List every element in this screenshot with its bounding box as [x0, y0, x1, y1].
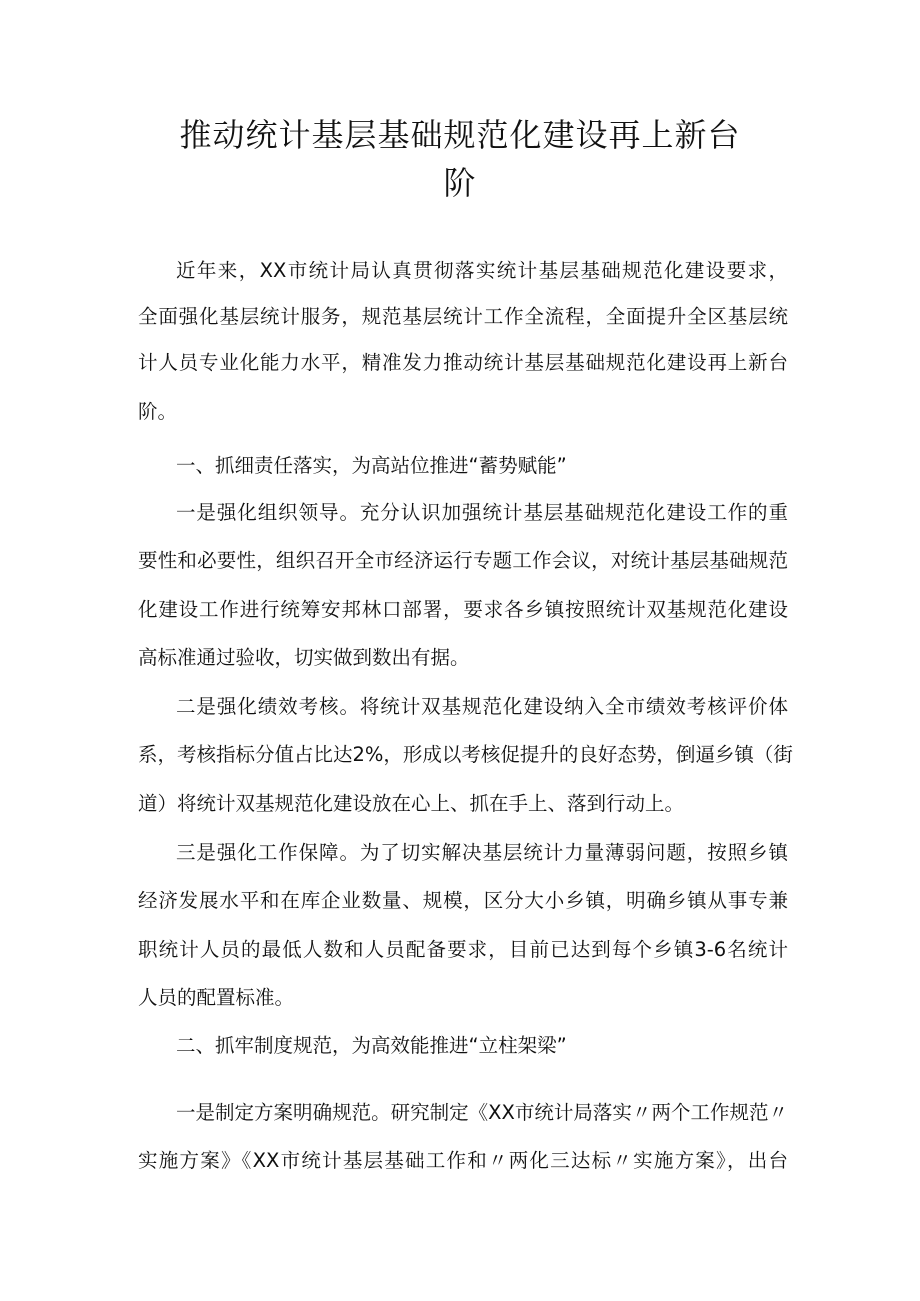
paragraph-line: 二是强化绩效考核。将统计双基规范化建设纳入全市绩效考核评价体: [176, 695, 788, 718]
paragraph-line: 一是制定方案明确规范。研究制定《XX市统计局落实〃两个工作规范〃: [176, 1101, 788, 1124]
document-title-line-2: 阶: [443, 164, 477, 202]
paragraph-line: 实施方案》《XX市统计基层基础工作和〃两化三达标〃实施方案》，出台: [138, 1149, 788, 1172]
paragraph-line: 化建设工作进行统筹安邦林口部署，要求各乡镇按照统计双基规范化建设: [138, 598, 788, 621]
paragraph-line: 人员的配置标准。: [138, 986, 295, 1009]
paragraph-line: 全面强化基层统计服务，规范基层统计工作全流程，全面提升全区基层统: [138, 305, 788, 328]
paragraph-line: 道）将统计双基规范化建设放在心上、抓在手上、落到行动上。: [138, 792, 685, 815]
section-heading: 二、抓牢制度规范，为高效能推进“立柱架梁”: [176, 1034, 567, 1057]
paragraph-line: 职统计人员的最低人数和人员配备要求，目前已达到每个乡镇3-6名统计: [138, 938, 788, 961]
paragraph-line: 高标准通过验收，切实做到数出有据。: [138, 646, 470, 669]
section-heading: 一、抓细责任落实，为高站位推进“蓄势赋能”: [176, 454, 567, 477]
paragraph-line: 一是强化组织领导。充分认识加强统计基层基础规范化建设工作的重: [176, 501, 788, 524]
paragraph-line: 要性和必要性，组织召开全市经济运行专题工作会议，对统计基层基础规范: [138, 549, 788, 572]
document-title-line-1: 推动统计基层基础规范化建设再上新台: [179, 116, 741, 154]
paragraph-line: 系，考核指标分值占比达2%，形成以考核促提升的良好态势，倒逼乡镇（街: [138, 743, 793, 766]
paragraph-line: 经济发展水平和在库企业数量、规模，区分大小乡镇，明确乡镇从事专兼: [138, 889, 788, 912]
paragraph-line: 三是强化工作保障。为了切实解决基层统计力量薄弱问题，按照乡镇: [176, 841, 788, 864]
paragraph-line: 计人员专业化能力水平，精准发力推动统计基层基础规范化建设再上新台: [138, 351, 788, 374]
paragraph-line: 阶。: [138, 400, 178, 423]
paragraph-line: 近年来，XX市统计局认真贯彻落实统计基层基础规范化建设要求，: [176, 259, 788, 282]
